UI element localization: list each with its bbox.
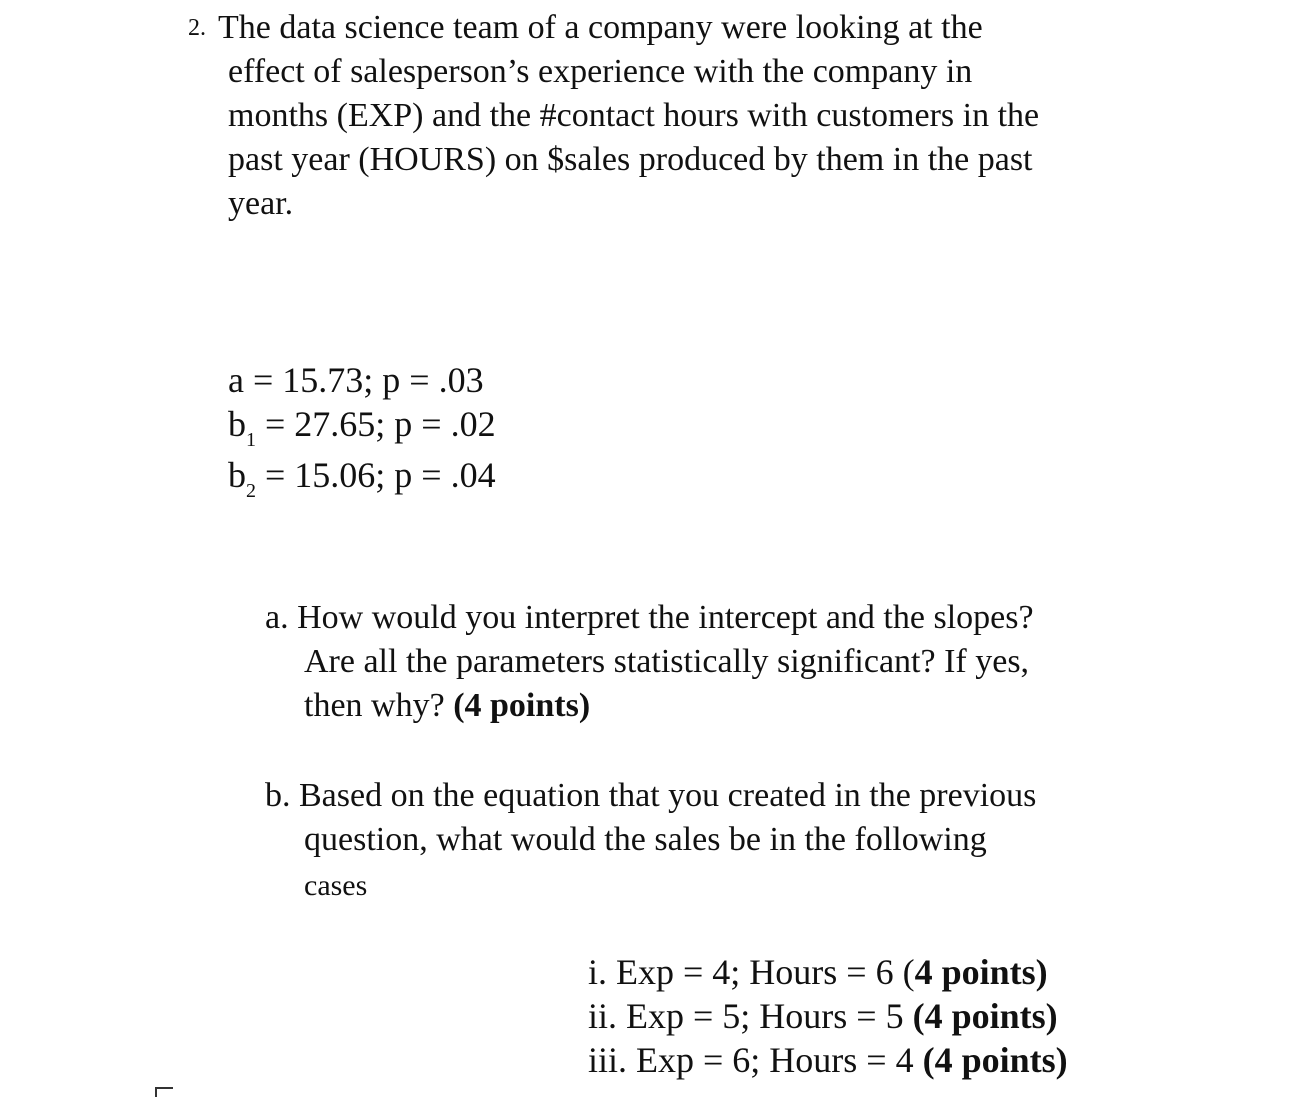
param-b2-value: = 15.06; p = .04: [256, 455, 496, 495]
part-b-line-2: question, what would the sales be in the following: [304, 821, 987, 858]
param-b1: [228, 402, 496, 451]
part-a-points: (4 points): [453, 687, 591, 724]
case-i-text: i. Exp = 4; Hours = 6 (: [588, 952, 915, 992]
case-iii: [588, 1038, 1068, 1082]
case-i-points: 4 points): [914, 952, 1048, 992]
case-i: [588, 950, 1048, 994]
case-iii-points: (4 points): [922, 1040, 1068, 1080]
param-a-label: a: [228, 360, 244, 400]
param-b2: [228, 453, 496, 502]
param-intercept: [228, 358, 484, 402]
param-b2-subscript: 2: [246, 480, 256, 502]
intro-line-5: year.: [228, 185, 294, 222]
intro-line-2: effect of salesperson’s experience with the company in: [228, 53, 973, 90]
case-ii-points: (4 points): [912, 996, 1058, 1036]
case-ii: [588, 994, 1058, 1038]
part-b-line-1: b. Based on the equation that you created in the previous: [265, 777, 1037, 814]
part-a-line-1: a. How would you interpret the intercept and the slopes?: [265, 599, 1034, 636]
part-a-line-3: [304, 684, 590, 728]
param-b1-label: b: [228, 404, 246, 444]
intro-line-4: past year (HOURS) on $sales produced by them in the past: [228, 141, 1033, 178]
corner-mark: [155, 1087, 173, 1097]
case-iii-text: iii. Exp = 6; Hours = 4: [588, 1040, 923, 1080]
param-b2-label: b: [228, 455, 246, 495]
intro-line-3: months (EXP) and the #contact hours with customers in the: [228, 97, 1040, 134]
part-a-line-3-text: then why?: [304, 687, 454, 724]
intro-line-1: The data science team of a company were looking at the: [218, 9, 983, 46]
param-a-value: = 15.73; p = .03: [243, 360, 484, 400]
question-number: 2.: [188, 15, 206, 41]
part-a-line-2: Are all the parameters statistically significant? If yes,: [304, 643, 1030, 680]
param-b1-value: = 27.65; p = .02: [256, 404, 496, 444]
part-b-line-3: cases: [304, 869, 368, 902]
param-b1-subscript: 1: [246, 429, 256, 451]
case-ii-text: ii. Exp = 5; Hours = 5: [588, 996, 913, 1036]
